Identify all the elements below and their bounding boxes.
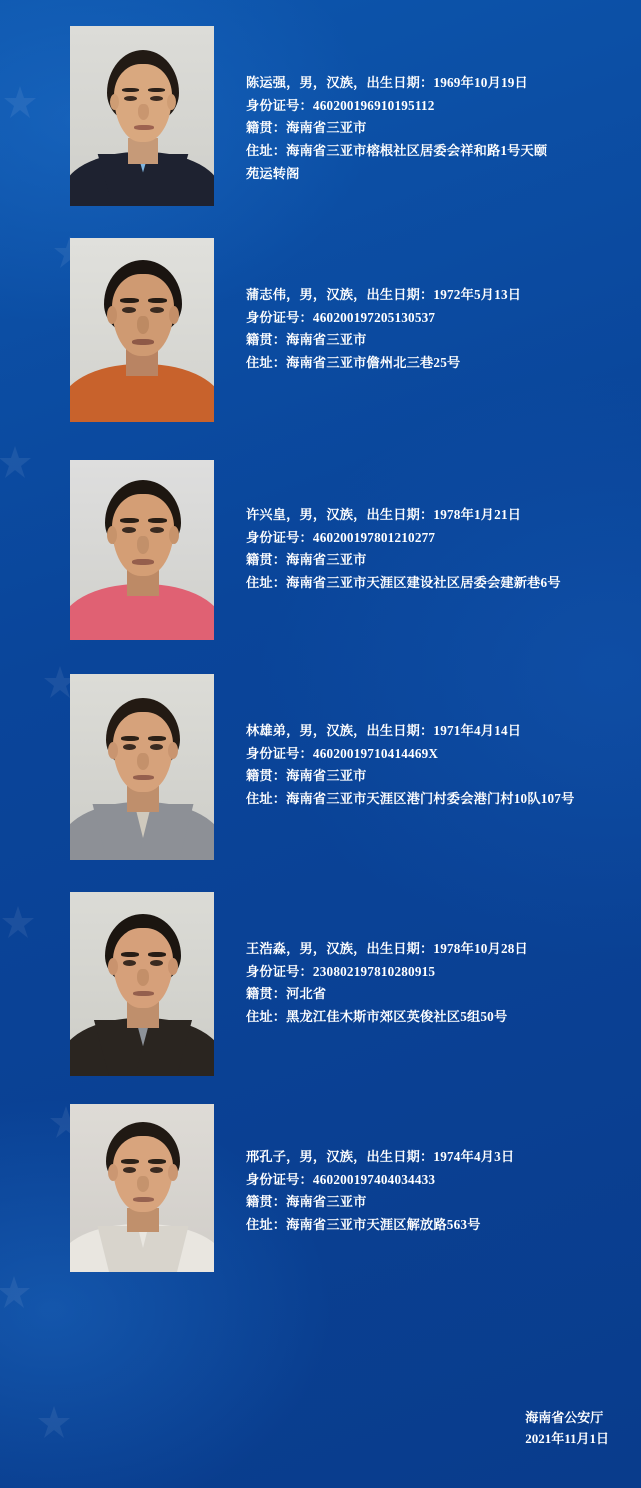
person-origin-line: 籍贯：河北省 <box>246 986 327 1002</box>
person-name-line: 蒲志伟，男，汉族，出生日期：1972年5月13日 <box>246 287 522 302</box>
person-name-line: 王浩淼，男，汉族，出生日期：1978年10月28日 <box>246 941 528 956</box>
person-photo <box>70 26 214 206</box>
person-id-line: 身份证号：460200197205130537 <box>246 309 436 325</box>
person-origin-line: 籍贯：海南省三亚市 <box>246 552 367 568</box>
person-origin-line: 籍贯：海南省三亚市 <box>246 1194 367 1210</box>
person-name-line: 许兴皇，男，汉族，出生日期：1978年1月21日 <box>246 507 522 522</box>
person-entry <box>0 26 641 206</box>
person-origin-line: 籍贯：海南省三亚市 <box>246 120 367 136</box>
person-entry <box>0 674 641 860</box>
person-entry <box>0 460 641 640</box>
person-origin-line: 籍贯：海南省三亚市 <box>246 768 367 784</box>
person-address-line: 住址：海南省三亚市天涯区解放路563号 <box>246 1217 481 1233</box>
person-address-line: 住址：海南省三亚市榕根社区居委会祥和路1号天颐 <box>246 143 548 159</box>
person-id-line: 身份证号：46020019710414469X <box>246 745 439 761</box>
person-info <box>214 1104 631 1237</box>
person-photo <box>70 892 214 1076</box>
person-name-line: 林雄弟，男，汉族，出生日期：1971年4月14日 <box>246 723 522 738</box>
person-photo <box>70 460 214 640</box>
person-id-line: 身份证号：230802197810280915 <box>246 963 436 979</box>
document-footer <box>525 1408 609 1450</box>
person-origin-line: 籍贯：海南省三亚市 <box>246 332 367 348</box>
person-id-line: 身份证号：460200197801210277 <box>246 529 436 545</box>
person-info <box>214 892 631 1029</box>
person-name-line: 陈运强，男，汉族，出生日期：1969年10月19日 <box>246 75 528 90</box>
person-address-line: 住址：海南省三亚市儋州北三巷25号 <box>246 355 461 371</box>
person-id-line: 身份证号：460200196910195112 <box>246 97 435 113</box>
person-entry <box>0 892 641 1076</box>
person-photo <box>70 1104 214 1272</box>
person-address-line: 住址：海南省三亚市天涯区港门村委会港门村10队107号 <box>246 791 575 807</box>
person-photo <box>70 238 214 422</box>
person-photo <box>70 674 214 860</box>
person-info <box>214 238 631 375</box>
person-address-line-cont: 苑运转阁 <box>246 165 300 181</box>
person-entry <box>0 1104 641 1272</box>
person-entry <box>0 238 641 422</box>
issue-date-label: 2021年11月1日 <box>525 1431 609 1447</box>
person-address-line: 住址：黑龙江佳木斯市郊区英俊社区5组50号 <box>246 1009 508 1025</box>
person-info <box>214 674 631 811</box>
issuer-label: 海南省公安厅 <box>525 1410 604 1426</box>
wanted-notice-page <box>0 26 641 1488</box>
person-address-line: 住址：海南省三亚市天涯区建设社区居委会建新巷6号 <box>246 575 561 591</box>
person-info <box>214 26 631 186</box>
person-id-line: 身份证号：460200197404034433 <box>246 1171 436 1187</box>
person-info <box>214 460 631 595</box>
person-name-line: 邢孔子，男，汉族，出生日期：1974年4月3日 <box>246 1149 515 1164</box>
